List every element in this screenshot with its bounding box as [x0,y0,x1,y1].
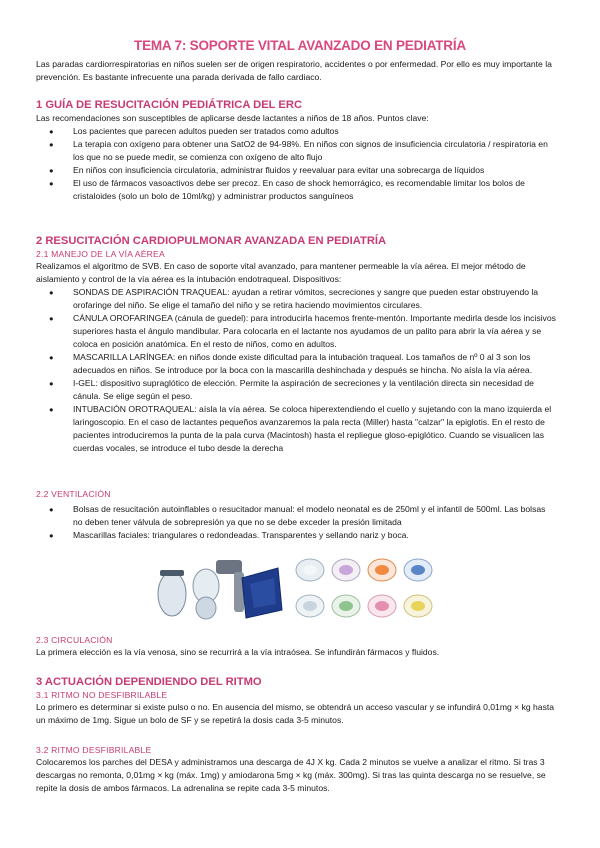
list-item: ● CÁNULA OROFARINGEA (cánula de guedel): para introducirla hacemos frente-mentón. Importante medirla desde los incisivos superiores hasta el ángulo mandibular. Para colocarla en el lactante nos ayudamos de un palito para abrir la vía aérea y se coloca en posición anatómica. En el resto de niños, como en adultos. [36,312,556,351]
list-item: ● Los pacientes que parecen adultos pueden ser tratados como adultos [36,125,556,138]
section-3-heading: 3 ACTUACIÓN DEPENDIENDO DEL RITMO [36,676,262,688]
section-1-text: Las recomendaciones son susceptibles de aplicarse desde lactantes a niños de 18 años. Puntos clave: [36,113,429,123]
face-masks-illustration [296,559,432,617]
list-item: ● En niños con insuficiencia circulatoria, administrar fluidos y reevaluar para evitar una sobrecarga de líquidos [36,164,556,177]
subsection-2-2 [36,488,556,542]
resuscitator-bag-illustration [150,548,446,628]
subsection-3-1-heading: 3.1 RITMO NO DESFIBRILABLE [36,690,168,700]
subsection-2-2-list [36,503,556,542]
intro-paragraph-block [36,58,556,84]
list-item: ● SONDAS DE ASPIRACIÓN TRAQUEAL: ayudan a retirar vómitos, secreciones y sangre que pueden estar obstruyendo la orofaringe del niño. Se elige el tamaño del niño y se retira haciendo movimientos circulares. [36,286,556,312]
list-item: ● I-GEL: dispositivo supraglótico de elección. Permite la aspiración de secreciones y la ventilación directa sin necesidad de cánula. Se elige según el peso. [36,377,556,403]
section-1-heading: 1 GUÍA DE RESUCITACIÓN PEDIÁTRICA DEL ERC [36,99,303,111]
list-item: ● El uso de fármacos vasoactivos debe ser precoz. En caso de shock hemorrágico, es recomendable limitar los bolos de cristaloides (solo un bolo de 10ml/kg) y administrar productos sanguíneos [36,177,556,203]
equipment-images [150,548,446,628]
subsection-2-1-list [36,286,556,455]
list-item: ● MASCARILLA LARÍNGEA: en niños donde existe dificultad para la intubación traqueal. Los tamaños de nº 0 al 3 son los adecuados en niños. Se introduce por la boca con la mascarilla deshinchada y después se hincha. No aísla la vía aérea. [36,351,556,377]
page-title: TEMA 7: SOPORTE VITAL AVANZADO EN PEDIATRÍA [134,38,466,53]
subsection-2-3-text: La primera elección es la vía venosa, sino se recurrirá a la vía intraósea. Se infundirán fármacos y fluidos. [36,647,440,657]
subsection-2-3-heading: 2.3 CIRCULACIÓN [36,635,113,645]
list-item: ● INTUBACIÓN OROTRAQUEAL: aísla la vía aérea. Se coloca hiperextendiendo el cuello y sujetando con la mano izquierda el laringoscopio. En el caso de lactantes pequeños avanzaremos la pala recta (Miller) hasta "calzar" la epiglotis. En el resto de pacientes introduciremos la punta de la pala curva (Macintosh) hasta el repliegue gloso-epiglótico. Cuando se visualicen las cuerdas vocales, se introduce el tubo desde la derecha [36,403,556,455]
section-1 [36,98,556,203]
intro-paragraph: Las paradas cardiorrespiratorias en niños suelen ser de origen respiratorio, accidentes o por enfermedad. Por ello es muy importante la prevención. Es bastante infrecuente una parada derivada de fallo cardiaco. [36,59,552,82]
subsection-2-2-heading: 2.2 VENTILACIÓN [36,489,111,499]
list-item: ● La terapia con oxígeno para obtener una SatO2 de 94-98%. En niños con signos de insuficiencia circulatoria / respiratoria en los que no se puede medir, se comienza con oxígeno de alto flujo [36,138,556,164]
subsection-3-2 [36,744,556,795]
subsection-2-1-text: Realizamos el algoritmo de SVB. En caso de soporte vital avanzado, para mantener permeable la vía aérea. El mejor método de aislamiento y control de la vía aérea es la intubación endotraqueal. Dispositivos: [36,261,526,284]
subsection-3-2-heading: 3.2 RITMO DESFIBRILABLE [36,745,152,755]
section-1-list [36,125,556,203]
section-2 [36,234,556,455]
section-3 [36,675,556,727]
section-2-heading: 2 RESUCITACIÓN CARDIOPULMONAR AVANZADA EN PEDIATRÍA [36,235,387,247]
subsection-3-2-text: Colocaremos los parches del DESA y administramos una descarga de 4J X kg. Cada 2 minutos se vuelve a analizar el ritmo. Si tras 3 descargas no remonta, 0,01mg × kg (máx. 1mg) y amiodarona 5mg × kg (máx. 300mg). Si tras las quinta descarga no se resuelve, se repite la dosis de ambos fármacos. La adrenalina se repite cada 3-5 minutos. [36,757,546,793]
list-item: ● Mascarillas faciales: triangulares o redondeadas. Transparentes y sellando nariz y boca. [36,529,556,542]
subsection-2-3 [36,634,556,659]
list-item: ● Bolsas de resucitación autoinflables o resucitador manual: el modelo neonatal es de 250ml y el infantil de 500ml. Las bolsas no deben tener válvula de sobrepresión ya que no se debe exceder la presión limitada [36,503,556,529]
subsection-3-1-text: Lo primero es determinar si existe pulso o no. En ausencia del mismo, se obtendrá un acceso vascular y se infundirá 0,01mg × kg hasta un máximo de 1mg. Sigue un bolo de SF y se repetirá la dosis cada 3-5 minutos. [36,702,555,725]
subsection-2-1-heading: 2.1 MANEJO DE LA VÍA AÉREA [36,249,165,259]
